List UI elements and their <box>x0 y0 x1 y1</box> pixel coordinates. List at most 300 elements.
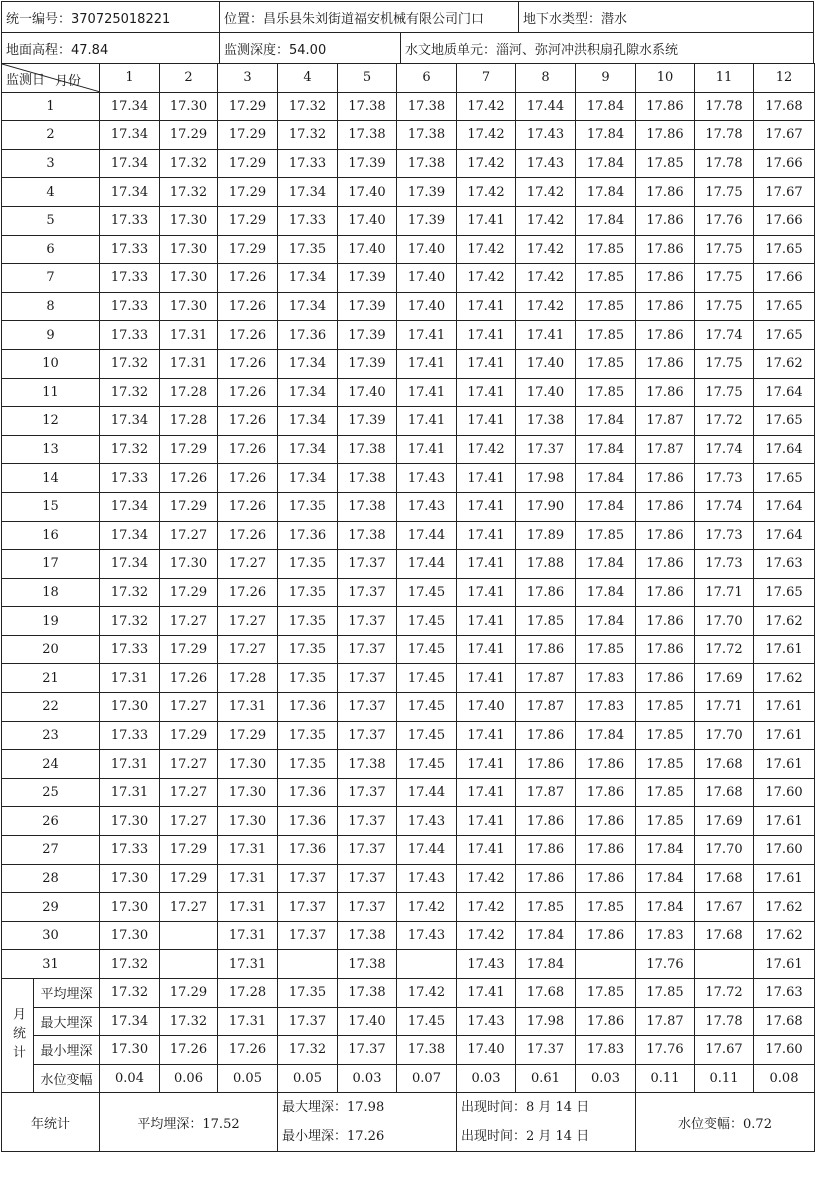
depth-cell: 17.43 <box>397 492 457 521</box>
depth-cell: 17.43 <box>397 807 457 836</box>
depth-cell: 17.85 <box>636 778 695 807</box>
depth-cell: 17.43 <box>397 921 457 950</box>
depth-cell: 17.72 <box>695 635 754 664</box>
depth-cell: 17.85 <box>576 264 636 293</box>
depth-cell: 17.38 <box>338 121 397 150</box>
depth-cell: 17.37 <box>278 893 338 922</box>
depth-cell: 17.62 <box>754 893 815 922</box>
depth-cell: 17.84 <box>576 407 636 436</box>
depth-cell: 17.86 <box>636 206 695 235</box>
depth-cell: 17.32 <box>100 578 160 607</box>
depth-cell: 17.35 <box>278 492 338 521</box>
depth-cell: 17.66 <box>754 149 815 178</box>
day-label: 25 <box>2 778 100 807</box>
table-row <box>2 149 815 178</box>
depth-cell <box>160 921 218 950</box>
depth-cell: 17.84 <box>636 836 695 865</box>
depth-cell: 17.31 <box>218 893 278 922</box>
table-row <box>2 121 815 150</box>
depth-cell: 17.30 <box>218 778 278 807</box>
depth-cell: 17.38 <box>338 921 397 950</box>
depth-cell: 17.39 <box>338 407 397 436</box>
depth-cell: 17.33 <box>100 292 160 321</box>
stats-cell: 17.28 <box>218 979 278 1008</box>
stats-cell: 17.29 <box>160 979 218 1008</box>
depth-cell: 17.41 <box>457 550 516 579</box>
depth-cell: 17.86 <box>516 721 576 750</box>
annual-max-line <box>282 1093 456 1122</box>
depth-cell: 17.70 <box>695 721 754 750</box>
stats-cell: 17.68 <box>516 979 576 1008</box>
stats-cell: 17.45 <box>397 1007 457 1036</box>
depth-cell: 17.32 <box>160 178 218 207</box>
day-label: 15 <box>2 492 100 521</box>
depth-cell: 17.27 <box>218 550 278 579</box>
depth-cell: 17.29 <box>160 121 218 150</box>
day-label: 31 <box>2 950 100 979</box>
stats-cell: 17.37 <box>278 1007 338 1036</box>
stats-cell: 17.32 <box>160 1007 218 1036</box>
depth-cell: 17.37 <box>338 664 397 693</box>
depth-cell: 17.40 <box>516 378 576 407</box>
depth-cell: 17.61 <box>754 864 815 893</box>
depth-cell: 17.62 <box>754 349 815 378</box>
hydrogeologic-unit: 水文地质单元：淄河、弥河冲洪积扇孔隙水系统 <box>405 42 679 58</box>
depth-cell: 17.30 <box>100 921 160 950</box>
depth-cell: 17.45 <box>397 664 457 693</box>
depth-cell: 17.70 <box>695 836 754 865</box>
depth-cell: 17.86 <box>636 464 695 493</box>
stats-row <box>2 979 815 1008</box>
depth-cell: 17.63 <box>754 550 815 579</box>
depth-cell: 17.26 <box>218 578 278 607</box>
stats-cell: 17.32 <box>278 1036 338 1065</box>
day-label: 27 <box>2 836 100 865</box>
depth-cell: 17.41 <box>457 521 516 550</box>
depth-cell: 17.41 <box>397 435 457 464</box>
monitoring-table <box>1 63 815 1152</box>
table-row <box>2 321 815 350</box>
table-row <box>2 750 815 779</box>
table-row <box>2 721 815 750</box>
day-label: 10 <box>2 349 100 378</box>
stats-label: 最小埋深 <box>34 1036 100 1065</box>
depth-cell: 17.29 <box>218 149 278 178</box>
depth-cell: 17.86 <box>576 807 636 836</box>
depth-cell: 17.42 <box>516 178 576 207</box>
stats-cell: 0.61 <box>516 1064 576 1093</box>
depth-cell: 17.31 <box>160 321 218 350</box>
depth-cell: 17.26 <box>218 349 278 378</box>
depth-cell: 17.41 <box>457 721 516 750</box>
depth-cell: 17.86 <box>636 321 695 350</box>
depth-cell: 17.31 <box>218 693 278 722</box>
day-label: 23 <box>2 721 100 750</box>
depth-cell: 17.40 <box>397 235 457 264</box>
depth-cell: 17.41 <box>457 750 516 779</box>
depth-cell: 17.62 <box>754 921 815 950</box>
day-label: 28 <box>2 864 100 893</box>
depth-cell: 17.39 <box>338 149 397 178</box>
depth-cell: 17.38 <box>397 121 457 150</box>
depth-cell: 17.86 <box>516 578 576 607</box>
annual-max-time-line <box>461 1093 635 1122</box>
depth-cell: 17.26 <box>218 464 278 493</box>
depth-cell: 17.44 <box>516 92 576 121</box>
depth-cell: 17.26 <box>218 407 278 436</box>
depth-cell: 17.40 <box>397 264 457 293</box>
table-row <box>2 521 815 550</box>
table-row <box>2 950 815 979</box>
stats-cell: 0.07 <box>397 1064 457 1093</box>
station-location: 位置：昌乐县朱刘街道福安机械有限公司门口 <box>220 2 519 32</box>
depth-cell: 17.41 <box>457 206 516 235</box>
stats-cell: 17.63 <box>754 979 815 1008</box>
table-row <box>2 178 815 207</box>
day-label: 29 <box>2 893 100 922</box>
depth-cell: 17.78 <box>695 121 754 150</box>
depth-cell: 17.61 <box>754 693 815 722</box>
depth-cell: 17.38 <box>397 149 457 178</box>
stats-cell: 17.78 <box>695 1007 754 1036</box>
depth-cell: 17.86 <box>636 578 695 607</box>
depth-cell: 17.86 <box>576 778 636 807</box>
day-label: 5 <box>2 206 100 235</box>
stats-cell: 0.04 <box>100 1064 160 1093</box>
depth-cell: 17.74 <box>695 321 754 350</box>
table-row <box>2 778 815 807</box>
depth-cell: 17.41 <box>457 807 516 836</box>
depth-cell: 17.42 <box>457 921 516 950</box>
depth-cell: 17.26 <box>160 664 218 693</box>
depth-cell: 17.86 <box>636 235 695 264</box>
depth-cell: 17.34 <box>100 492 160 521</box>
corner-header <box>2 64 100 93</box>
depth-cell: 17.30 <box>100 893 160 922</box>
depth-cell: 17.33 <box>100 464 160 493</box>
depth-cell: 17.34 <box>278 464 338 493</box>
annual-stats-row <box>2 1093 815 1152</box>
depth-cell: 17.65 <box>754 578 815 607</box>
depth-cell: 17.86 <box>576 836 636 865</box>
table-row <box>2 206 815 235</box>
depth-cell: 17.78 <box>695 149 754 178</box>
depth-cell: 17.85 <box>576 235 636 264</box>
depth-cell: 17.26 <box>218 292 278 321</box>
depth-cell: 17.26 <box>218 321 278 350</box>
depth-cell: 17.41 <box>457 836 516 865</box>
depth-cell: 17.40 <box>457 693 516 722</box>
monthly-stats-label: 月统计 <box>2 979 34 1093</box>
depth-cell: 17.41 <box>457 778 516 807</box>
month-header: 1 <box>100 64 160 93</box>
depth-cell: 17.28 <box>160 378 218 407</box>
depth-cell: 17.64 <box>754 492 815 521</box>
depth-cell: 17.85 <box>636 807 695 836</box>
depth-cell: 17.42 <box>516 292 576 321</box>
depth-cell: 17.40 <box>338 206 397 235</box>
depth-cell: 17.32 <box>100 378 160 407</box>
depth-cell: 17.84 <box>576 578 636 607</box>
depth-cell: 17.29 <box>160 721 218 750</box>
depth-cell: 17.65 <box>754 464 815 493</box>
stats-cell: 17.76 <box>636 1036 695 1065</box>
depth-cell: 17.86 <box>636 121 695 150</box>
depth-cell: 17.41 <box>457 578 516 607</box>
day-label: 22 <box>2 693 100 722</box>
annual-label: 年统计 <box>2 1093 100 1152</box>
stats-label: 水位变幅 <box>34 1064 100 1093</box>
depth-cell: 17.34 <box>100 178 160 207</box>
depth-cell: 17.67 <box>754 121 815 150</box>
depth-cell: 17.85 <box>576 378 636 407</box>
depth-cell: 17.83 <box>576 664 636 693</box>
depth-cell: 17.75 <box>695 235 754 264</box>
stats-cell: 17.67 <box>695 1036 754 1065</box>
depth-cell: 17.70 <box>695 607 754 636</box>
table-row <box>2 807 815 836</box>
depth-cell: 17.38 <box>338 435 397 464</box>
depth-cell: 17.35 <box>278 635 338 664</box>
depth-cell: 17.86 <box>636 292 695 321</box>
day-label: 14 <box>2 464 100 493</box>
table-row <box>2 664 815 693</box>
depth-cell: 17.73 <box>695 550 754 579</box>
depth-cell: 17.41 <box>457 664 516 693</box>
depth-cell: 17.61 <box>754 807 815 836</box>
depth-cell: 17.36 <box>278 693 338 722</box>
depth-cell: 17.86 <box>636 378 695 407</box>
day-label: 4 <box>2 178 100 207</box>
depth-cell: 17.60 <box>754 778 815 807</box>
station-id: 统一编号：370725018221 <box>2 2 220 32</box>
depth-cell: 17.33 <box>100 321 160 350</box>
depth-cell: 17.30 <box>100 864 160 893</box>
depth-cell: 17.33 <box>100 235 160 264</box>
depth-cell: 17.39 <box>338 292 397 321</box>
table-row <box>2 607 815 636</box>
depth-cell: 17.64 <box>754 521 815 550</box>
depth-cell: 17.29 <box>218 235 278 264</box>
depth-cell: 17.29 <box>160 635 218 664</box>
depth-cell: 17.36 <box>278 836 338 865</box>
day-label: 9 <box>2 321 100 350</box>
depth-cell: 17.85 <box>516 893 576 922</box>
depth-cell: 17.30 <box>160 550 218 579</box>
depth-cell: 17.87 <box>516 693 576 722</box>
day-label: 6 <box>2 235 100 264</box>
stats-cell: 17.40 <box>457 1036 516 1065</box>
corner-day-label: 监测日 <box>6 72 46 88</box>
depth-cell: 17.42 <box>457 435 516 464</box>
depth-cell: 17.42 <box>457 92 516 121</box>
depth-cell: 17.42 <box>457 149 516 178</box>
depth-cell: 17.84 <box>636 893 695 922</box>
depth-cell: 17.61 <box>754 750 815 779</box>
month-header: 8 <box>516 64 576 93</box>
depth-cell: 17.41 <box>457 492 516 521</box>
stats-label: 最大埋深 <box>34 1007 100 1036</box>
depth-cell: 17.35 <box>278 664 338 693</box>
depth-cell: 17.35 <box>278 721 338 750</box>
stats-cell: 17.32 <box>100 979 160 1008</box>
depth-cell: 17.29 <box>218 721 278 750</box>
depth-cell: 17.38 <box>338 464 397 493</box>
depth-cell: 17.41 <box>457 292 516 321</box>
month-header: 6 <box>397 64 457 93</box>
stats-cell: 17.43 <box>457 1007 516 1036</box>
depth-cell: 17.32 <box>278 121 338 150</box>
depth-cell: 17.86 <box>516 635 576 664</box>
depth-cell: 17.31 <box>160 349 218 378</box>
depth-cell: 17.39 <box>338 321 397 350</box>
depth-cell: 17.37 <box>338 607 397 636</box>
depth-cell: 17.86 <box>636 349 695 378</box>
depth-cell: 17.38 <box>397 92 457 121</box>
groundwater-monitoring-sheet <box>1 1 814 1178</box>
table-row <box>2 693 815 722</box>
stats-cell: 0.08 <box>754 1064 815 1093</box>
annual-extremes <box>278 1093 457 1152</box>
depth-cell: 17.85 <box>576 521 636 550</box>
depth-cell: 17.67 <box>695 893 754 922</box>
depth-cell: 17.33 <box>278 149 338 178</box>
day-label: 7 <box>2 264 100 293</box>
depth-cell: 17.27 <box>160 750 218 779</box>
depth-cell: 17.27 <box>160 693 218 722</box>
depth-cell: 17.32 <box>160 149 218 178</box>
stats-row <box>2 1064 815 1093</box>
depth-cell: 17.34 <box>100 149 160 178</box>
depth-cell: 17.61 <box>754 635 815 664</box>
stats-cell: 17.37 <box>516 1036 576 1065</box>
depth-cell: 17.44 <box>397 550 457 579</box>
depth-cell: 17.68 <box>695 750 754 779</box>
depth-cell: 17.85 <box>636 750 695 779</box>
depth-cell: 17.35 <box>278 235 338 264</box>
depth-cell: 17.85 <box>516 607 576 636</box>
stats-cell: 17.72 <box>695 979 754 1008</box>
depth-cell: 17.31 <box>218 836 278 865</box>
table-row <box>2 92 815 121</box>
depth-cell: 17.83 <box>576 693 636 722</box>
depth-cell: 17.45 <box>397 750 457 779</box>
table-row <box>2 264 815 293</box>
depth-cell: 17.61 <box>754 950 815 979</box>
table-row <box>2 578 815 607</box>
depth-cell: 17.41 <box>397 321 457 350</box>
depth-cell: 17.75 <box>695 378 754 407</box>
depth-cell: 17.42 <box>516 264 576 293</box>
depth-cell: 17.27 <box>160 521 218 550</box>
day-label: 12 <box>2 407 100 436</box>
day-label: 3 <box>2 149 100 178</box>
depth-cell: 17.41 <box>397 378 457 407</box>
table-row <box>2 864 815 893</box>
depth-cell: 17.44 <box>397 836 457 865</box>
depth-cell: 17.41 <box>457 321 516 350</box>
depth-cell: 17.87 <box>636 407 695 436</box>
depth-cell: 17.37 <box>338 693 397 722</box>
depth-cell: 17.32 <box>100 349 160 378</box>
depth-cell: 17.85 <box>576 349 636 378</box>
stats-cell: 0.05 <box>218 1064 278 1093</box>
month-header: 5 <box>338 64 397 93</box>
table-row <box>2 407 815 436</box>
stats-row <box>2 1007 815 1036</box>
depth-cell: 17.74 <box>695 435 754 464</box>
stats-cell: 0.03 <box>457 1064 516 1093</box>
annual-extreme-times <box>457 1093 636 1152</box>
depth-cell: 17.86 <box>636 178 695 207</box>
depth-cell: 17.68 <box>695 778 754 807</box>
depth-cell: 17.34 <box>100 121 160 150</box>
depth-cell: 17.31 <box>100 778 160 807</box>
month-header: 2 <box>160 64 218 93</box>
stats-cell: 17.83 <box>576 1036 636 1065</box>
header-row-1 <box>1 1 814 32</box>
depth-cell: 17.26 <box>218 492 278 521</box>
depth-cell: 17.86 <box>576 921 636 950</box>
depth-cell: 17.27 <box>218 635 278 664</box>
depth-cell: 17.86 <box>516 750 576 779</box>
depth-cell: 17.42 <box>457 264 516 293</box>
depth-cell: 17.33 <box>100 206 160 235</box>
depth-cell: 17.74 <box>695 492 754 521</box>
depth-cell: 17.33 <box>100 264 160 293</box>
day-label: 19 <box>2 607 100 636</box>
depth-cell: 17.84 <box>576 607 636 636</box>
depth-cell: 17.35 <box>278 607 338 636</box>
depth-cell: 17.37 <box>338 778 397 807</box>
day-label: 11 <box>2 378 100 407</box>
stats-cell: 17.26 <box>160 1036 218 1065</box>
stats-cell: 17.85 <box>636 979 695 1008</box>
stats-cell: 17.98 <box>516 1007 576 1036</box>
corner-month-label: 月份 <box>54 74 81 89</box>
stats-cell: 0.03 <box>338 1064 397 1093</box>
depth-cell: 17.41 <box>516 321 576 350</box>
depth-cell: 17.84 <box>576 178 636 207</box>
depth-cell: 17.27 <box>160 893 218 922</box>
depth-cell: 17.84 <box>576 550 636 579</box>
depth-cell: 17.85 <box>636 721 695 750</box>
stats-cell: 17.85 <box>576 979 636 1008</box>
depth-cell: 17.33 <box>100 635 160 664</box>
depth-cell: 17.84 <box>516 921 576 950</box>
depth-cell: 17.66 <box>754 206 815 235</box>
annual-min-line <box>282 1122 456 1151</box>
depth-cell: 17.85 <box>636 693 695 722</box>
depth-cell: 17.32 <box>100 950 160 979</box>
depth-cell: 17.84 <box>636 864 695 893</box>
depth-cell: 17.29 <box>160 836 218 865</box>
depth-cell: 17.37 <box>278 864 338 893</box>
depth-cell: 17.37 <box>338 578 397 607</box>
depth-cell: 17.86 <box>636 607 695 636</box>
table-row <box>2 349 815 378</box>
depth-cell: 17.36 <box>278 321 338 350</box>
day-label: 16 <box>2 521 100 550</box>
annual-min: 最小埋深：17.26 <box>282 1129 385 1145</box>
depth-cell: 17.60 <box>754 836 815 865</box>
depth-cell: 17.84 <box>576 206 636 235</box>
depth-cell: 17.31 <box>218 921 278 950</box>
month-header: 10 <box>636 64 695 93</box>
depth-cell: 17.62 <box>754 664 815 693</box>
depth-cell: 17.40 <box>397 292 457 321</box>
depth-cell: 17.62 <box>754 607 815 636</box>
